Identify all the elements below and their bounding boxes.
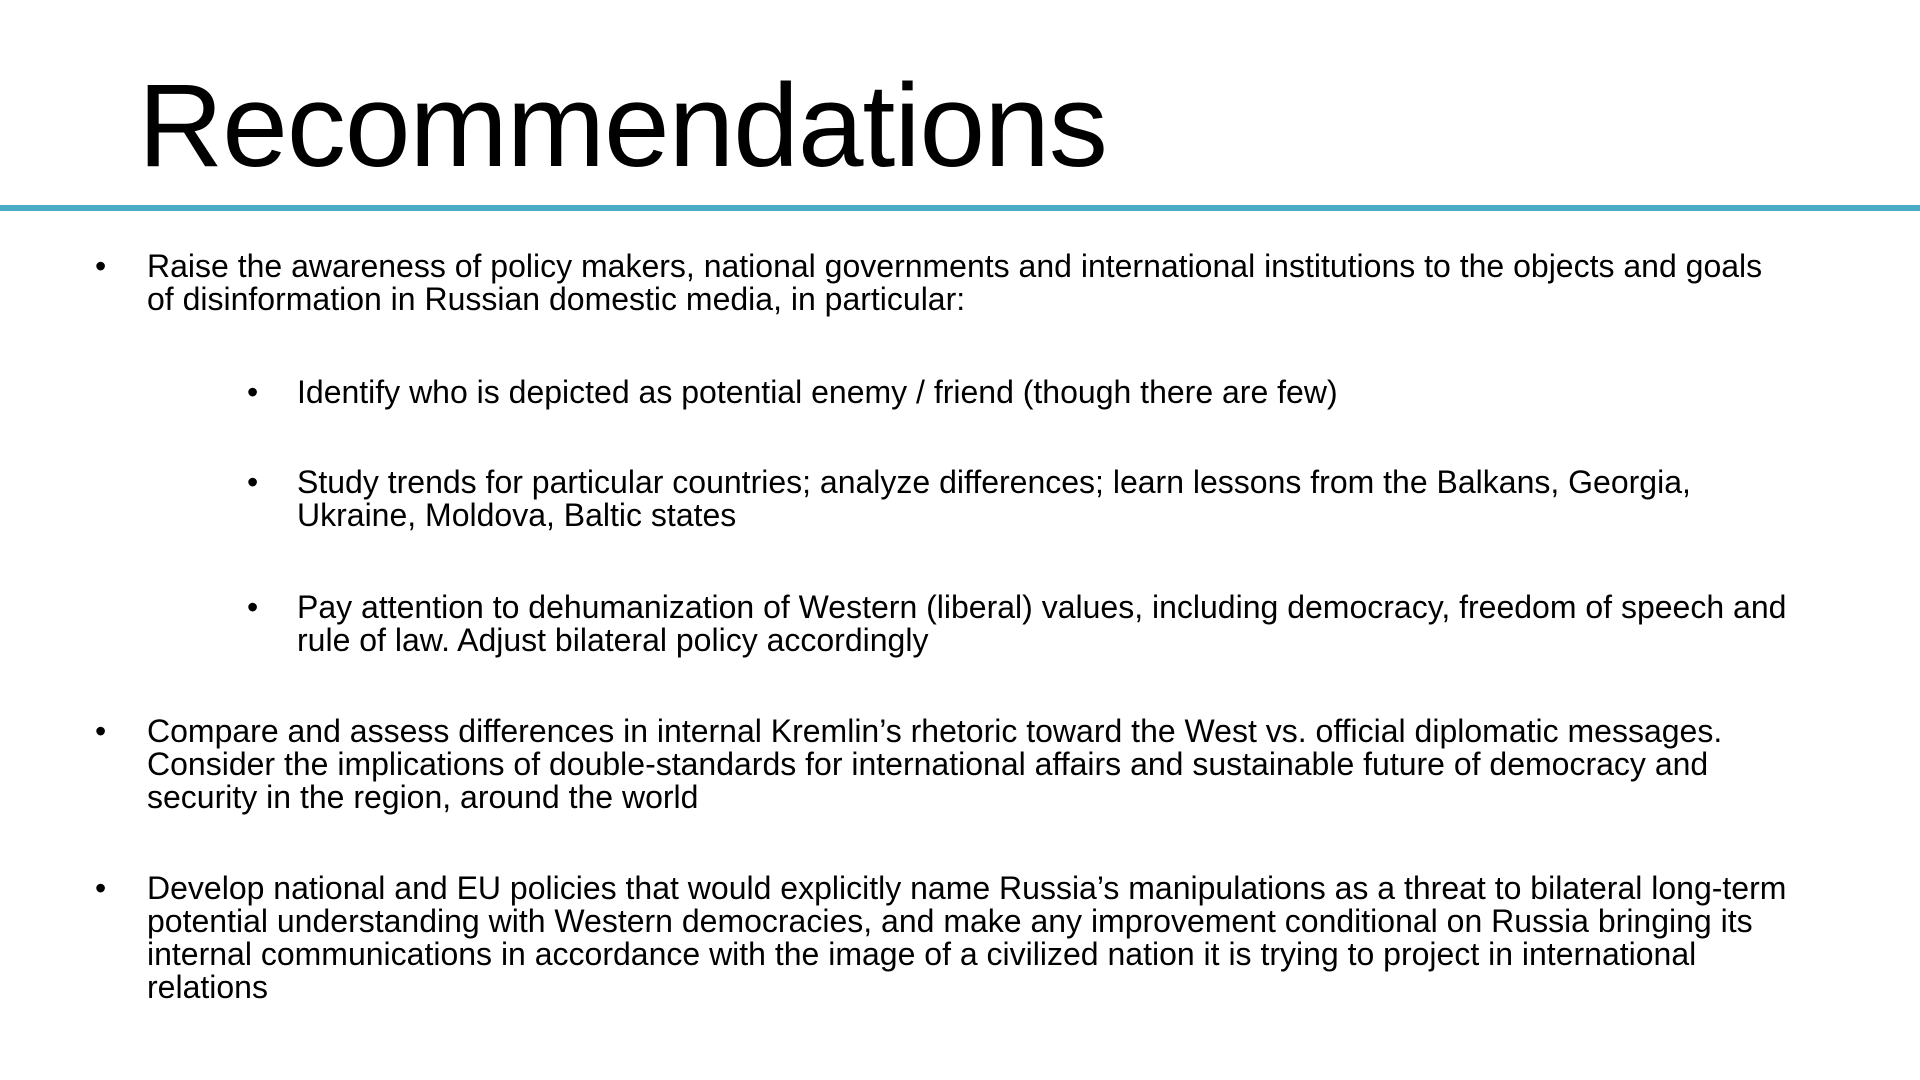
bullet-text: Pay attention to dehumanization of Western (liberal) values, including democracy, freedom of speech and rule of law. Adjust bilateral policy accordingly — [297, 589, 1787, 658]
bullet-icon: • — [95, 713, 107, 749]
bullet-icon: • — [247, 589, 259, 625]
bullet-icon: • — [247, 464, 259, 500]
bullet-text: Develop national and EU policies that would explicitly name Russia’s manipulations as a threat to bilateral long-term potential understanding with Western democracies, and make any improvement conditional on Russia bringing its internal communications in accordance with the image of a civilized nation it is trying to project in international relations — [147, 870, 1787, 1005]
bullet-item-awareness — [95, 248, 1787, 317]
slide-title: Recommendations — [138, 60, 1107, 192]
bullet-item-policies — [95, 870, 1787, 1005]
bullet-text: Raise the awareness of policy makers, national governments and international institutions to the objects and goals of disinformation in Russian domestic media, in particular: — [147, 248, 1763, 317]
sub-bullet-item-identify — [247, 374, 1797, 410]
bullet-item-compare — [95, 713, 1787, 815]
bullet-icon: • — [95, 870, 107, 906]
bullet-text: Study trends for particular countries; analyze differences; learn lessons from the Balkans, Georgia, Ukraine, Moldova, Baltic states — [297, 464, 1691, 533]
bullet-text: Identify who is depicted as potential enemy / friend (though there are few) — [297, 374, 1338, 410]
bullet-icon: • — [247, 374, 259, 410]
bullet-text: Compare and assess differences in internal Kremlin’s rhetoric toward the West vs. official diplomatic messages. Consider the implications of double-standards for international affairs and sustainable future of democracy and security in the region, around the world — [147, 713, 1723, 815]
bullet-icon: • — [95, 248, 107, 284]
sub-bullet-item-trends — [247, 464, 1797, 533]
sub-bullet-item-dehumanization — [247, 589, 1797, 658]
